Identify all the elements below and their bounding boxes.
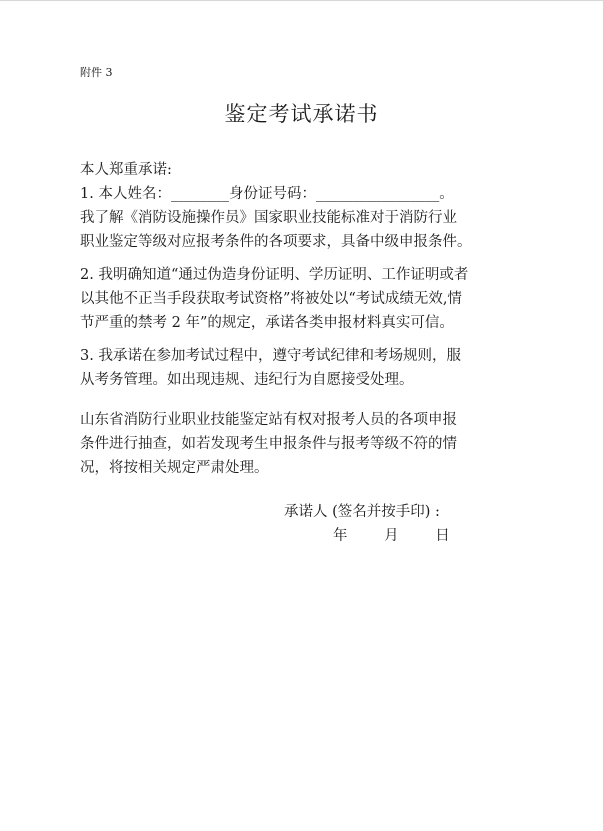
closing-line1: 山东省消防行业职业技能鉴定站有权对报考人员的各项申报 [80, 412, 457, 428]
item2-line2: 以其他不正当手段获取考试资格”将被处以“考试成绩无效,情 [80, 291, 462, 307]
item3-line2: 从考务管理。如出现违规、违纪行为自愿接受处理。 [80, 372, 414, 388]
item2-line3: 节严重的禁考 2 年”的规定，承诺各类申报材料真实可信。 [80, 315, 454, 331]
date-line [333, 524, 468, 548]
date-year: 年 [333, 528, 348, 544]
signature-label: 承诺人 (签名并按手印) : [284, 504, 440, 520]
intro-line: 本人郑重承诺: [80, 162, 172, 178]
item3-paragraph [80, 344, 530, 392]
date-day: 日 [435, 528, 450, 544]
date-month: 月 [384, 528, 399, 544]
closing-paragraph [80, 408, 530, 480]
closing-line2: 条件进行抽查，如若发现考生申报条件与报考等级不符的情 [80, 436, 457, 452]
intro-section [80, 158, 530, 254]
item1-line2: 我了解《消防设施操作员》国家职业技能标准对于消防行业 [80, 210, 457, 226]
document-title: 鉴定考试承诺书 [224, 102, 379, 126]
item2-paragraph [80, 263, 530, 335]
item1-line3: 职业鉴定等级对应报考条件的各项要求，具备中级申报条件。 [80, 234, 472, 250]
item2-line1: 2. 我明确知道“通过伪造身份证明、学历证明、工作证明或者 [80, 267, 469, 283]
item3-line1: 3. 我承诺在参加考试过程中，遵守考试纪律和考场规则，服 [80, 348, 461, 364]
closing-line3: 况，将按相关规定严肃处理。 [80, 460, 269, 476]
item1-line1: 1. 本人姓名：________身份证号码：_________________。 [80, 186, 454, 202]
top-border [0, 0, 603, 1]
attachment-label: 附件 3 [80, 66, 113, 79]
